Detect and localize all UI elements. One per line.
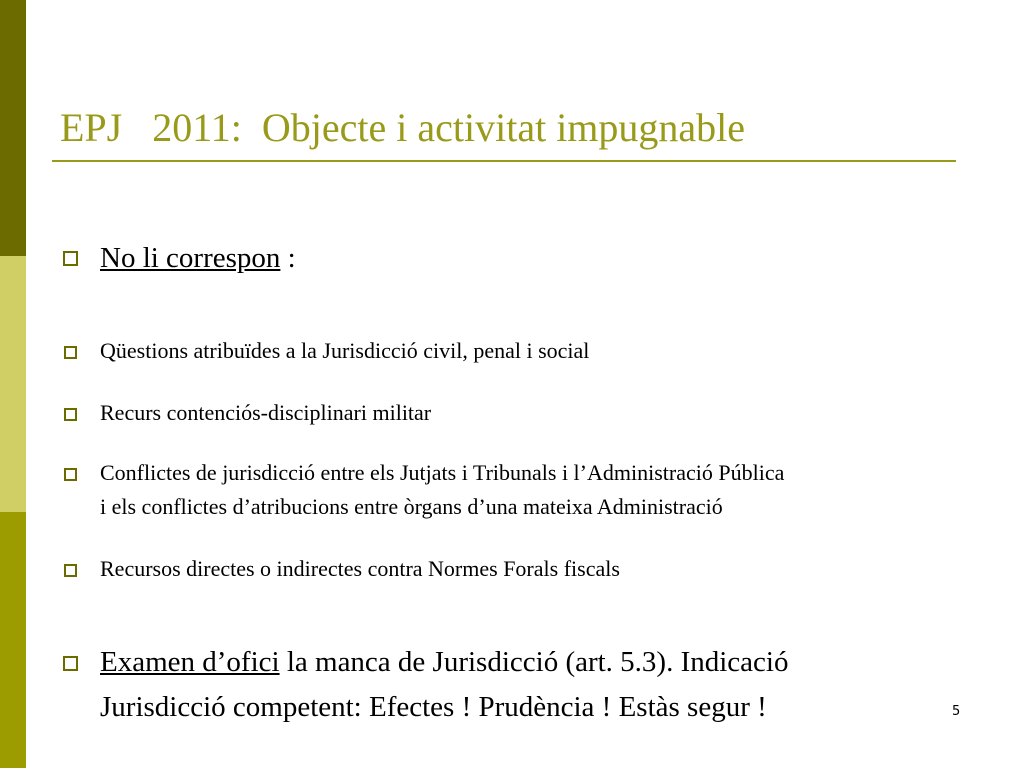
bullet-text-line-2: Jurisdicció competent: Efectes ! Prudència ! Estàs segur ! [100, 691, 767, 723]
underlined-heading: Examen d’ofici [100, 646, 280, 678]
square-bullet-icon [64, 564, 77, 577]
slide-title: EPJ 2011: Objecte i activitat impugnable [60, 105, 746, 150]
square-bullet-icon [64, 468, 77, 481]
bullet-text: Qüestions atribuïdes a la Jurisdicció civil, penal i social [100, 338, 590, 363]
bullet-text-line-1: Conflictes de jurisdicció entre els Jutjats i Tribunals i l’Administració Pública [100, 460, 785, 485]
bullet-text: Recurs contenciós-disciplinari militar [100, 400, 432, 425]
square-bullet-icon [64, 346, 77, 359]
bullet-text-line-2: i els conflictes d’atribucions entre òrgans d’una mateixa Administració [100, 494, 723, 519]
square-bullet-icon [63, 656, 78, 671]
bullet-text: Recursos directes o indirectes contra Normes Forals fiscals [100, 556, 620, 581]
bullet-text-rest: la manca de Jurisdicció (art. 5.3). Indicació [279, 646, 789, 678]
square-bullet-icon [64, 408, 77, 421]
bullet-text [100, 237, 296, 279]
page-number: 5 [952, 704, 961, 719]
bullet-text-line-1 [100, 641, 788, 683]
square-bullet-icon [63, 251, 78, 266]
underlined-heading: No li correspon [100, 242, 281, 274]
bullet-text-rest: : [280, 242, 296, 274]
